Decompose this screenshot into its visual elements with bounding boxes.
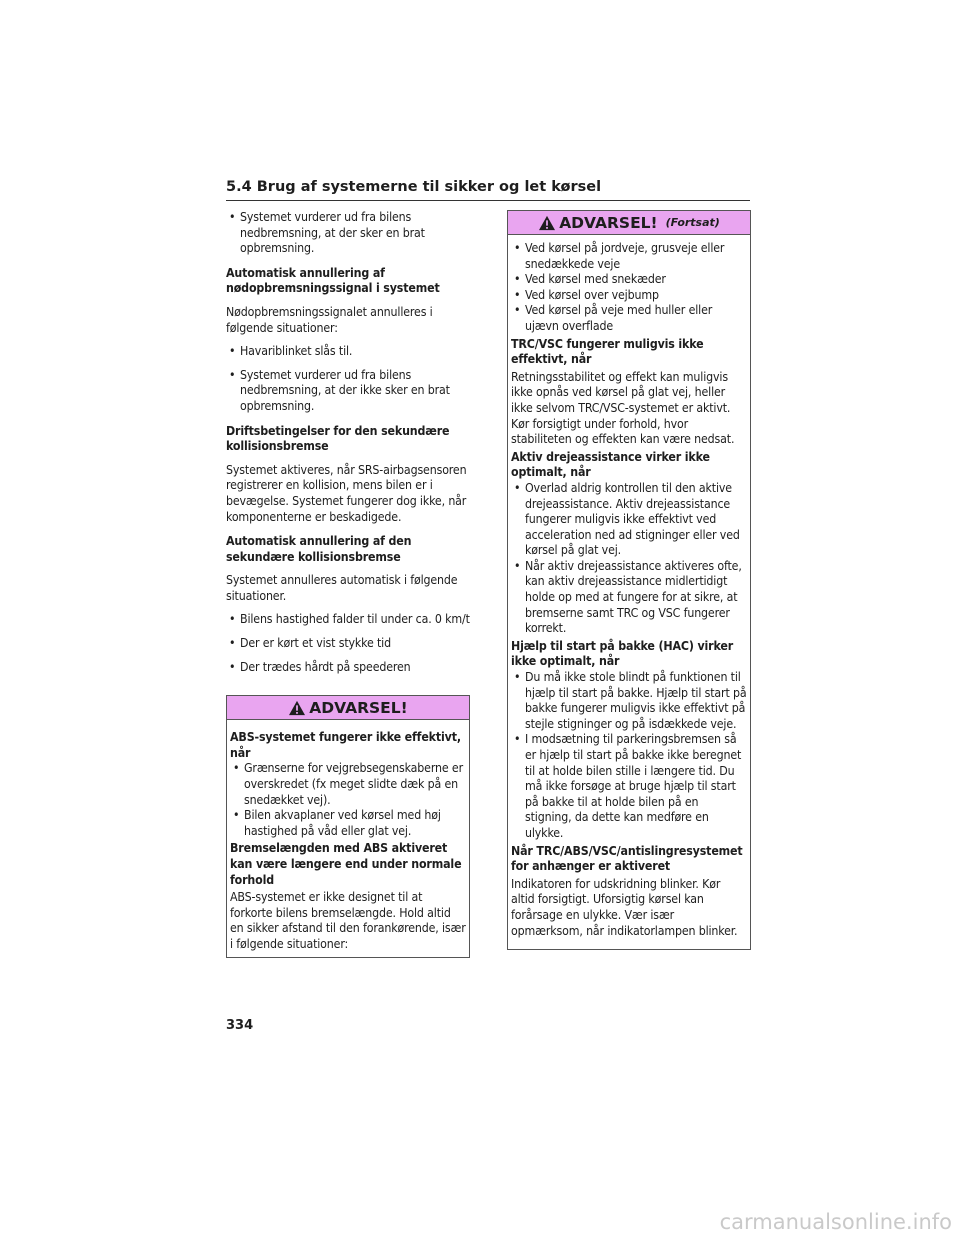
subheading: TRC/VSC fungerer muligvis ikke effektivt, når: [511, 336, 704, 367]
section-title: 5.4 Brug af systemerne til sikker og let kørsel: [226, 179, 750, 201]
list-item: • Ved kørsel på veje med huller eller ujævn overflade: [511, 303, 747, 334]
list-item: • Når aktiv drejeassistance aktiveres ofte, kan aktiv drejeassistance midlertidigt holde op med at fungere for at sikre, at bremserne samt TRC og VSC fungerer korrekt.: [511, 559, 747, 637]
watermark: carmanualsonline.info: [719, 1210, 952, 1234]
list-item: • Der er kørt et vist stykke tid: [226, 636, 470, 652]
warning-box-continued: [507, 210, 751, 950]
list-item: • Ved kørsel med snekæder: [511, 272, 747, 288]
warning-body: [227, 720, 469, 956]
warning-title: ADVARSEL!: [309, 698, 408, 717]
subheading: Driftsbetingelser for den sekundære kollisionsbremse: [226, 423, 450, 454]
subheading: Hjælp til start på bakke (HAC) virker ikke optimalt, når: [511, 638, 733, 669]
list-item: • Systemet vurderer ud fra bilens nedbremsning, at der sker en brat opbremsning.: [226, 210, 470, 257]
list-item: • Havariblinket slås til.: [226, 344, 470, 360]
paragraph: Systemet aktiveres, når SRS-airbagsensoren registrerer en kollision, mens bilen er i bevægelse. Systemet fungerer dog ikke, når komponenterne er beskadigede.: [226, 462, 467, 524]
list-item: • Der trædes hårdt på speederen: [226, 660, 470, 676]
list-item: • Ved kørsel over vejbump: [511, 288, 747, 304]
paragraph: Retningsstabilitet og effekt kan muligvis ikke opnås ved kørsel på glat vej, heller ikke selvom TRC/VSC-systemet er aktivt. Kør forsigtigt under forhold, hvor stabiliteten og effekten kan være nedsat.: [511, 369, 735, 447]
paragraph: ABS-systemet er ikke designet til at forkorte bilens bremselængde. Hold altid en sikker afstand til den forankørende, især i følgende situationer:: [230, 890, 466, 951]
warning-title: ADVARSEL!: [559, 213, 658, 232]
list-item: • Du må ikke stole blindt på funktionen til hjælp til start på bakke. Hjælp til start på bakke fungerer muligvis ikke effektivt på stejle stigninger og på isdækkede veje.: [511, 670, 747, 732]
left-column: [226, 210, 470, 958]
list-item: • Ved kørsel på jordveje, grusveje eller snedækkede veje: [511, 241, 747, 272]
paragraph: Systemet annulleres automatisk i følgende situationer.: [226, 573, 458, 603]
list-item: • I modsætning til parkeringsbremsen så er hjælp til start på bakke ikke beregnet til at holde bilen stille i længere tid. Du må ikke forsøge at bruge hjælp til start på bakke til at holde bilen på en stigning, da dette kan medføre en ulykke.: [511, 732, 747, 841]
subheading: Automatisk annullering af den sekundære kollisionsbremse: [226, 534, 412, 564]
warning-triangle-icon: [288, 700, 306, 716]
paragraph: Indikatoren for udskridning blinker. Kør altid forsigtigt. Uforsigtig kørsel kan forårsage en ulykke. Vær især opmærksom, når indikatorlampen blinker.: [511, 876, 738, 938]
page-number: 334: [226, 1018, 254, 1033]
warning-header: [508, 211, 750, 235]
subheading: Når TRC/ABS/VSC/antislingresystemet for anhænger er aktiveret: [511, 843, 743, 874]
warning-box: [226, 695, 470, 957]
list-item: • Bilens hastighed falder til under ca. 0 km/t: [226, 612, 470, 628]
subheading: Automatisk annullering af nødopbremsningssignal i systemet: [226, 265, 440, 296]
list-item: • Bilen akvaplaner ved kørsel med høj hastighed på våd eller glat vej.: [230, 808, 466, 839]
warning-header: [227, 696, 469, 720]
list-item: • Systemet vurderer ud fra bilens nedbremsning, at der ikke sker en brat opbremsning.: [226, 368, 470, 415]
subheading: Bremselængden med ABS aktiveret kan være længere end under normale forhold: [230, 841, 462, 887]
paragraph: Nødopbremsningssignalet annulleres i følgende situationer:: [226, 304, 433, 335]
right-column: [507, 210, 751, 950]
subheading: Aktiv drejeassistance virker ikke optimalt, når: [511, 449, 710, 480]
warning-triangle-icon: [538, 215, 556, 231]
continued-label: (Fortsat): [665, 216, 720, 229]
subheading: ABS-systemet fungerer ikke effektivt, når: [230, 730, 461, 760]
list-item: • Overlad aldrig kontrollen til den aktive drejeassistance. Aktiv drejeassistance fungerer muligvis ikke effektivt ved acceleration ned ad stigninger eller ved kørsel på glat vej.: [511, 481, 747, 559]
warning-body: [508, 235, 750, 949]
list-item: • Grænserne for vejgrebsegenskaberne er overskredet (fx meget slidte dæk på en snedækket vej).: [230, 761, 466, 808]
